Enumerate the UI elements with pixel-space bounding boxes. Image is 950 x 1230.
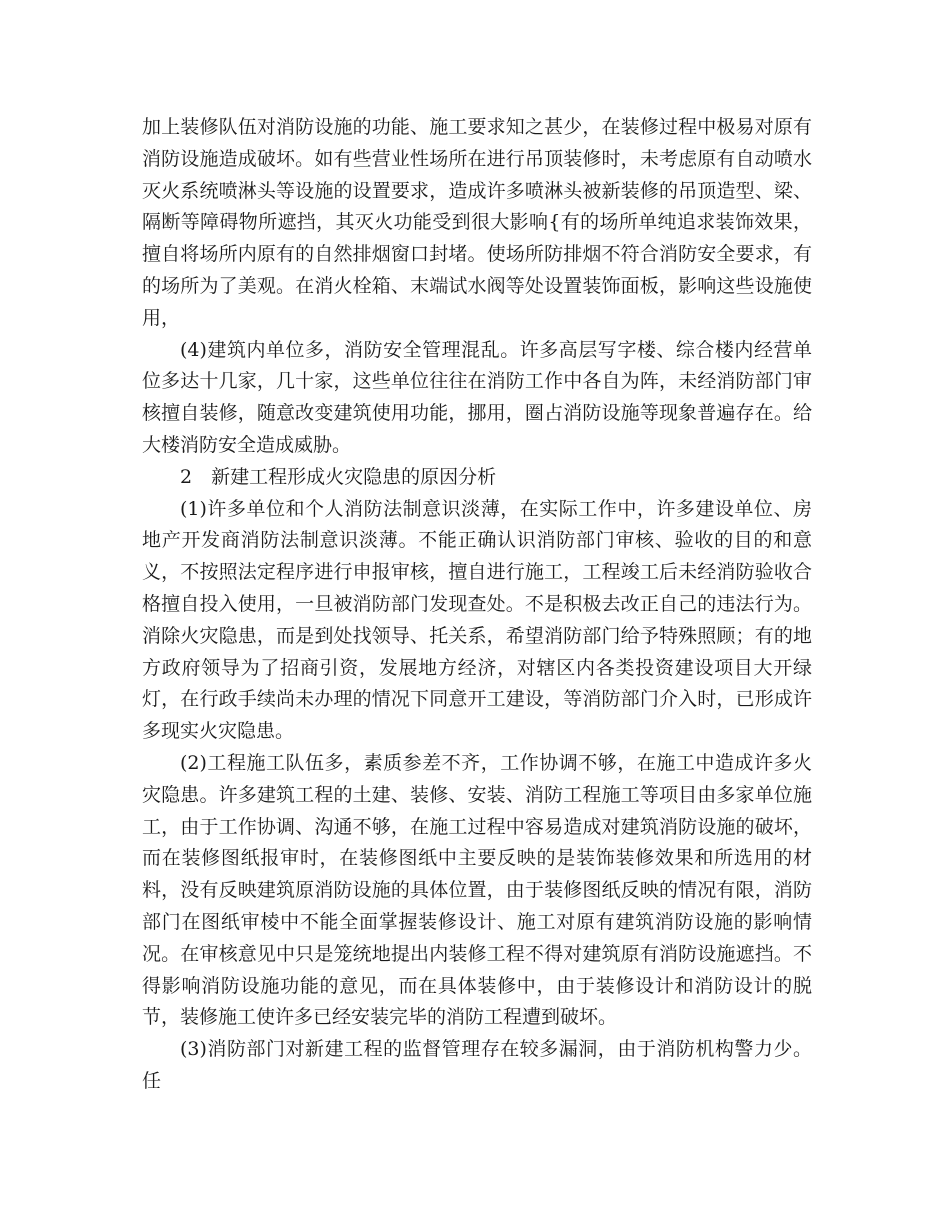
document-body	[142, 112, 812, 1098]
paragraph-item-2: (2)工程施工队伍多，素质参差不齐，工作协调不够，在施工中造成许多火灾隐患。许多建筑工程的土建、装修、安装、消防工程施工等项目由多家单位施工，由于工作协调、沟通不够，在施工过程中容易造成对建筑消防设施的破坏，而在装修图纸报审时，在装修图纸中主要反映的是装饰装修效果和所选用的材料，没有反映建筑原消防设施的具体位置，由于装修图纸反映的情况有限，消防部门在图纸审棱中不能全面掌握装修设计、施工对原有建筑消防设施的影响情况。在审核意见中只是笼统地提出内装修工程不得对建筑原有消防设施遮挡。不得影响消防设施功能的意见，而在具体装修中，由于装修设计和消防设计的脱节，装修施工使许多已经安装完毕的消防工程遭到破坏。	[142, 751, 812, 1029]
paragraph-item-4: (4)建筑内单位多，消防安全管理混乱。许多高层写字楼、综合楼内经营单位多达十几家，几十家，这些单位往往在消防工作中各自为阵，未经消防部门审核擅自装修，随意改变建筑使用功能，挪用，圈占消防设施等现象普遍存在。给大楼消防安全造成威胁。	[142, 338, 812, 456]
section-heading-2: 2 新建工程形成火灾隐患的原因分析	[180, 465, 497, 488]
paragraph-continuation: 加上装修队伍对消防设施的功能、施工要求知之甚少，在装修过程中极易对原有消防设施造成破坏。如有些营业性场所在进行吊顶装修时，未考虑原有自动喷水灭火系统喷淋头等设施的设置要求，造成许多喷淋头被新装修的吊顶造型、梁、隔断等障碍物所遮挡，其灭火功能受到很大影响{有的场所单纯追求装饰效果，擅自将场所内原有的自然排烟窗口封堵。使场所防排烟不符合消防安全要求，有的场所为了美观。在消火栓箱、末端试水阀等处设置装饰面板，影响这些设施使用，	[142, 116, 812, 329]
paragraph-item-1: (1)许多单位和个人消防法制意识淡薄，在实际工作中，许多建设单位、房地产开发商消防法制意识淡薄。不能正确认识消防部门审核、验收的目的和意义，不按照法定程序进行申报审核，擅自进行施工，工程竣工后未经消防验收合格擅自投入使用，一旦被消防部门发现查处。不是积极去改正自己的违法行为。消除火灾隐患，而是到处找领导、托关系，希望消防部门给予特殊照顾；有的地方政府领导为了招商引资，发展地方经济，对辖区内各类投资建设项目大开绿灯，在行政手续尚未办理的情况下同意开工建设，等消防部门介入时，已形成许多现实火灾隐患。	[142, 497, 812, 743]
paragraph-item-3: (3)消防部门对新建工程的监督管理存在较多漏洞，由于消防机构警力少。任	[142, 1038, 812, 1092]
